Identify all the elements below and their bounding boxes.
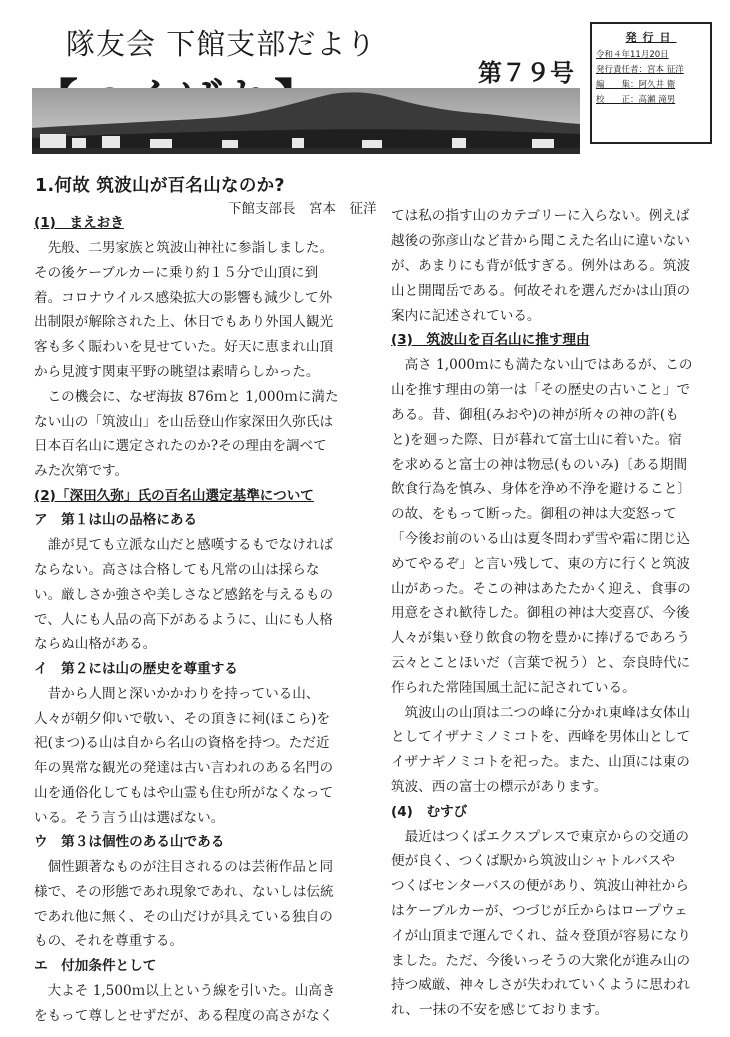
paragraph-line: ては私の指す山のカテゴリーに入らない。例えば bbox=[391, 208, 690, 224]
proofreader: 校 正：高瀬 滝男 bbox=[596, 95, 676, 105]
paragraph-line: 持つ威厳、神々しさが失われていくように思われ bbox=[391, 977, 691, 993]
paragraph-line: の故、をもって断った。御租の神は大変怒って bbox=[391, 506, 677, 522]
sub-heading-u: ウ 第３は個性のある山である bbox=[34, 834, 225, 850]
paragraph-line: つくばセンターバスの便があり、筑波山神社から bbox=[391, 878, 689, 894]
section-heading-4: (4) むすび bbox=[391, 804, 468, 820]
article-author: 下館支部長 宮本 征洋 bbox=[228, 201, 377, 217]
paragraph-line: 用意をされ歓待した。御租の神は大変喜び、今後 bbox=[391, 605, 690, 621]
paragraph-line: 便が良く、つくば駅から筑波山シャトルバスや bbox=[391, 853, 675, 869]
issue-number: 第７９号 bbox=[478, 59, 574, 87]
paragraph-line: この機会に、なぜ海抜 876ｍと 1,000ｍに満た bbox=[34, 389, 339, 405]
paragraph-line: としてイザナミノミコトを、西峰を男体山として bbox=[391, 729, 691, 745]
paragraph-line: 山を推す理由の第一は「その歴史の古いこと」で bbox=[391, 382, 691, 398]
section-heading-3: (3) 筑波山を百名山に推す理由 bbox=[391, 332, 590, 348]
editor: 編 集：阿久井 衛 bbox=[596, 80, 676, 90]
paragraph-line: れ、一抹の不安を感じております。 bbox=[391, 1002, 609, 1018]
section-heading-1: (1) まえおき bbox=[34, 215, 124, 231]
paragraph-line: 客も多く賑わいを見せていた。好天に恵まれ山頂 bbox=[34, 339, 334, 355]
paragraph-line: 山を通俗化してもはや山霊も住む所がなくなって bbox=[34, 785, 334, 801]
paragraph-line: 高さ 1,000ｍにも満たない山ではあるが、この bbox=[391, 357, 693, 373]
paragraph-line: もの、それを尊重する。 bbox=[34, 933, 183, 949]
paragraph-line: 飲食行為を慎み、身体を浄め不浄を避けること〕 bbox=[391, 481, 691, 497]
paragraph-line: 大よそ 1,500ｍ以上という線を引いた。山高き bbox=[34, 983, 336, 999]
paragraph-line: ある。昔、御租(みおや)の神が所々の神の許(も bbox=[391, 407, 679, 423]
paragraph-line: 日本百名山に選定されたのか?その理由を調べて bbox=[34, 438, 327, 454]
paragraph-line: 昔から人間と深いかかわりを持っている山、 bbox=[34, 686, 320, 702]
publish-date: 令和４年11月20日 bbox=[596, 50, 669, 60]
paragraph-line: ない山の「筑波山」を山岳登山作家深田久弥氏は bbox=[34, 414, 334, 430]
paragraph-line: 筑波山の山頂は二つの峰に分かれ東峰は女体山 bbox=[391, 705, 691, 721]
paragraph-line: 誰が見ても立派な山だと感嘆するもでなければ bbox=[34, 537, 334, 553]
paragraph-line: であれ他に無く、その山だけが具えている独自の bbox=[34, 909, 333, 925]
paragraph-line: 「今後お前のいる山は夏冬問わず雪や霜に閉じ込 bbox=[391, 531, 691, 547]
paragraph-line: 着。コロナウイルス感染拡大の影響も減少して外 bbox=[34, 290, 333, 306]
sub-heading-e: エ 付加条件として bbox=[34, 958, 157, 974]
paragraph-line: 筑波、西の富士の標示があります。 bbox=[391, 779, 608, 795]
paragraph-line: 越後の弥彦山など昔から聞こえた名山に違いない bbox=[391, 233, 691, 249]
paragraph-line: を求めると富士の神は物忌(ものいみ)〔ある期間 bbox=[391, 457, 688, 473]
paragraph-line: みた次第です。 bbox=[34, 463, 129, 479]
paragraph-line: い。厳しさか強さや美しさなど感銘を与えるもの bbox=[34, 587, 334, 603]
article-title: 1.何故 筑波山が百名山なのか? bbox=[35, 176, 285, 196]
paragraph-line: その後ケーブルカーに乗り約１５分で山頂に到 bbox=[34, 265, 319, 281]
paragraph-line: 祀(まつ)る山は自から名山の資格を持つ。ただ近 bbox=[34, 735, 330, 751]
paragraph-line: 人々が集い登り飲食の物を豊かに捧げるであろう bbox=[391, 630, 690, 646]
paragraph-line: いる。そう言う山は選ばない。 bbox=[34, 810, 225, 826]
paragraph-line: 個性顕著なものが注目されるのは芸術作品と同 bbox=[34, 859, 334, 875]
paragraph-line: めてやるぞ」と言い残して、東の方に行くと筑波 bbox=[391, 556, 690, 572]
paragraph-line: ならない。高さは合格しても凡常の山は採らな bbox=[34, 562, 320, 578]
paragraph-line: イが山頂まで運んでくれ、益々登頂が容易になり bbox=[391, 928, 691, 944]
mount-tsukuba-photo bbox=[32, 88, 580, 154]
paragraph-line: はケーブルカーが、つづじが丘からはロープウェ bbox=[391, 903, 688, 919]
paragraph-line: 先般、二男家族と筑波山神社に参詣しました。 bbox=[34, 240, 334, 256]
info-box-title: 発行日 bbox=[625, 31, 677, 44]
paragraph-line: をもって尊しとせずだが、ある程度の高さがなく bbox=[34, 1008, 334, 1024]
sub-heading-a: ア 第１は山の品格にある bbox=[34, 512, 198, 528]
paragraph-line: イザナギノミコトを祀った。また、山頂には東の bbox=[391, 754, 690, 770]
paragraph-line: ました。ただ、今後いっそうの大衆化が進み山の bbox=[391, 953, 691, 969]
paragraph-line: から見渡す関東平野の眺望は素晴らしかった。 bbox=[34, 364, 320, 380]
publication-info-box bbox=[590, 22, 712, 144]
paragraph-line: が、あまりにも背が低すぎる。例外はある。筑波 bbox=[391, 258, 691, 274]
sub-heading-i: イ 第２には山の歴史を尊重する bbox=[34, 661, 238, 677]
paragraph-line: 案内に記述されている。 bbox=[391, 308, 541, 324]
paragraph-line: 最近はつくばエクスプレスで東京からの交通の bbox=[391, 829, 689, 845]
paragraph-line: 山があった。そこの神はあたたかく迎え、食事の bbox=[391, 581, 691, 597]
paragraph-line: 山と開聞岳である。何故それを選んだかは山頂の bbox=[391, 283, 691, 299]
paragraph-line: と)を廻った際、日が暮れて富士山に着いた。宿 bbox=[391, 432, 682, 448]
paragraph-line: 人々が朝夕仰いで敬い、その頂きに祠(ほこら)を bbox=[34, 711, 331, 727]
newsletter-org-title: 隊友会 下館支部だより bbox=[66, 27, 377, 61]
paragraph-line: 作られた常陸国風土記に記されている。 bbox=[391, 680, 636, 696]
paragraph-line: 云々とことほいだ（言葉で祝う）と、奈良時代に bbox=[391, 655, 691, 671]
publisher: 発行責任者：宮本 征洋 bbox=[596, 65, 684, 75]
paragraph-line: ならぬ山格がある。 bbox=[34, 636, 157, 652]
paragraph-line: で、人にも人品の高下があるように、山にも人格 bbox=[34, 612, 333, 628]
paragraph-line: 出制限が解除された上、休日でもあり外国人観光 bbox=[34, 314, 334, 330]
paragraph-line: 年の異常な観光の発達は古い言われのある名門の bbox=[34, 760, 334, 776]
paragraph-line: 様で、その形態であれ現象であれ、ないしは伝統 bbox=[34, 884, 334, 900]
section-heading-2: (2)「深田久弥」氏の百名山選定基準について bbox=[34, 488, 314, 504]
